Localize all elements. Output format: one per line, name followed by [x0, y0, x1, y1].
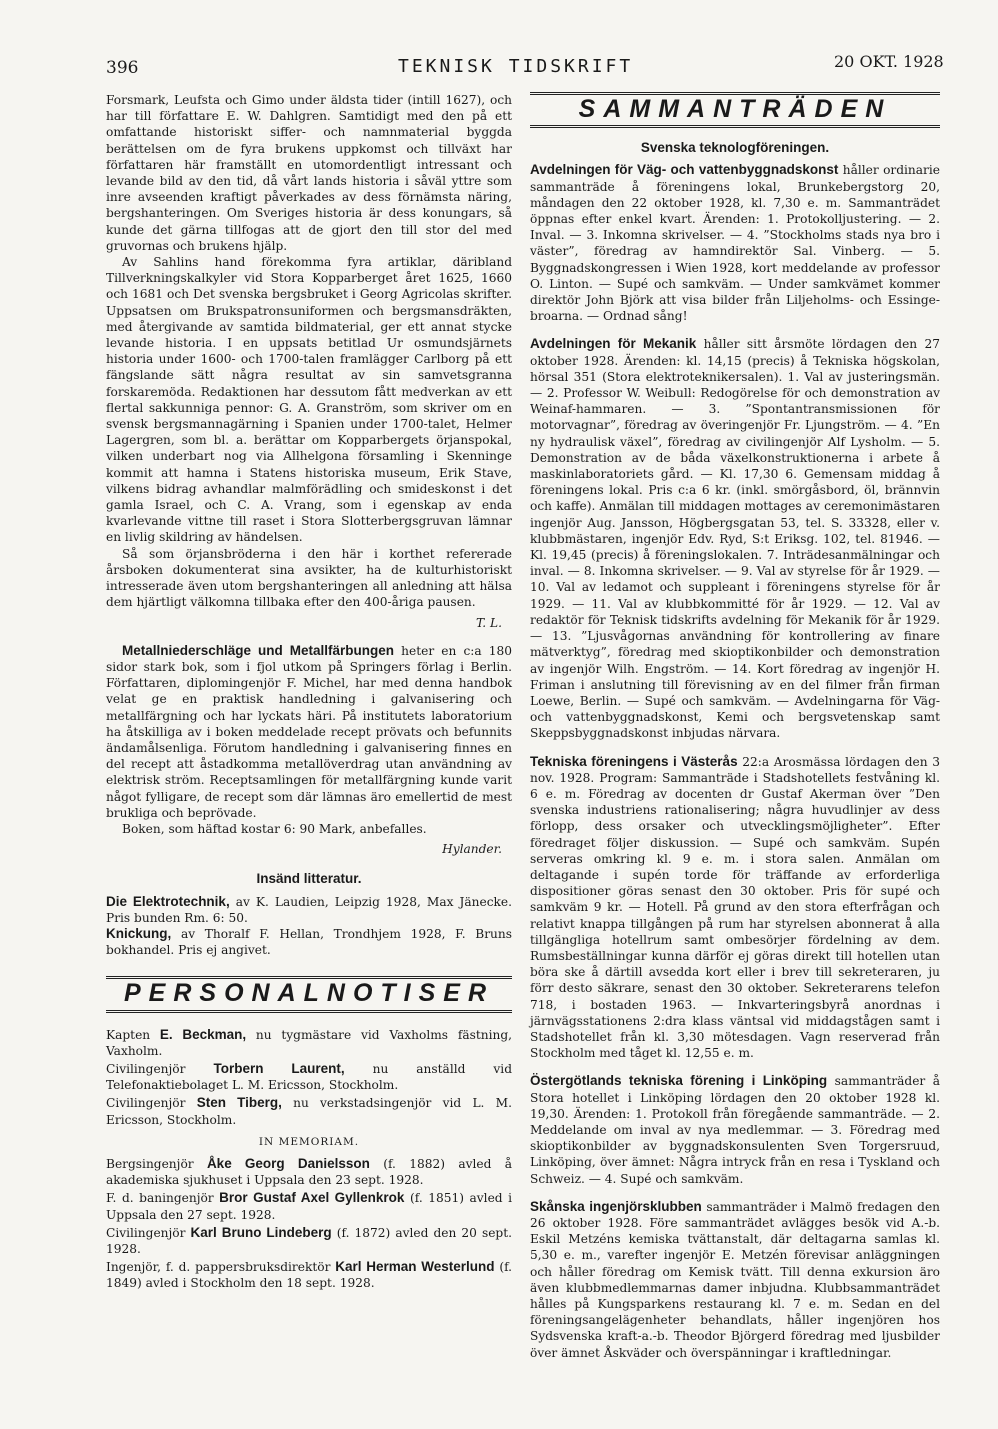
- meeting-notice: Skånska ingenjörsklubben sammanträder i Malmö fredagen den 26 oktober 1928. Före sammanträdet avlägges besök vid A.-b. Eskil Metzéns kemiska tvättanstalt, där deltagarna samlas kl. 5,30 e. m., varefter ingenjör E. Metzén förevisar anläggningen och håller föredrag om Kemisk tvätt. Till denna exkursion äro även klubbmedlemmarnas damer inbjudna. Klubbsammanträdet hålles på Kungsparkens restaurang kl. 7 e. m. Sedan en del föreningsangelägenheter behandlats, håller ingenjören hos Sydsvenska kraft-a.-b. Theodor Björgerd föredrag med ljusbilder över ämnet Åskväder och överspänningar i kraftledningar.: [530, 1198, 941, 1360]
- section-heading: Insänd litteratur.: [256, 871, 362, 887]
- meeting-notice: Avdelningen för Väg- och vattenbyggnadskonst håller ordinarie sammanträde å föreningens lokal, Brunkebergstorg 20, måndagen den 22 oktober 1928, kl. 7,30 e. m. Sammanträdet öppnas efter enkel kvart. Ärenden: 1. Protokolljustering. — 2. Inval. — 3. Inkomna skrivelser. — 4. ”Stockholms stads nya bro i väster”, föredrag av hamndirektör Sal. Vinberg. — 5. Byggnadskongressen i Wien 1928, kort meddelande av professor O. Linton. — Supé och samkväm. — Under samkvämet kommer direktör John Björk att visa bilder från Liljeholms- och Essinge-broarna. — Ordnad sång!: [530, 162, 940, 324]
- journal-title: TEKNISK TIDSKRIFT: [398, 56, 634, 77]
- review-title: Metallniederschläge und Metallfärbungen: [122, 642, 395, 658]
- meeting-notice: Tekniska föreningens i Västerås 22:a Arosmässa lördagen den 3 nov. 1928. Program: Sammanträde i Stadshotellets festvåning kl. 6 e. m. Föredrag av docenten dr Gustaf Akerman över ”Den svenska industriens rationalisering; några huvudlinjer av dess förlopp, dess orsaker och utvecklingsmöjligheter”. Efter föredraget följer diskussion. — Supé och samkväm. Supén serveras omkring kl. 9 e. m. i stora salen. Anmälan om deltagande i supén torde för träffande av erforderliga dispositioner göras senast den 30 oktober. Pris för supé och samkväm 9 kr. — Hotell. På grund av den stora efterfrågan och relativt knappa tillgången på rum har styrelsen abonnerat å alla tillgängliga hotellrum samt ombesörjer fördelning av dem. Rumsbeställningar kunna därför ej göras direkt till hotellen utan böra ske å därtill avsedda kort eller i brev till sekreteraren, ju förr desto säkrare, senast den 30 oktober. Sekreterarens telefon 718, i bostaden 1963. — Inkvarteringsbyrå anordnas i järnvägsstationens 2:dra klass väntsal vid middagstågen samt i Stadshotellet från kl. 3,30 mötesdagen. Vagn reserverad från Stockholm med tåget kl. 12,55 e. m.: [530, 753, 940, 1061]
- section-title: PERSONALNOTISER: [123, 979, 495, 1008]
- paragraph: Forsmark, Leufsta och Gimo under äldsta tider (intill 1627), och har till författare E. W. Dahlgren. Samtidigt med den på ett omfattande historiskt siffer- och namnmaterial byggda berättelsen om de fyra brukens uppkomst och tillväxt har författaren här framställt en utomordentligt intressant och levande bild av den tid, då vårt lands historia i såväl yttre som inre avseenden kraftigt påverkades av dess förnämsta näring, bergshanteringen. Om Sveriges historia är dess konungars, så kunde det gärna tillfogas att de gjort den till stor del med gruvornas och brukens hjälp.: [106, 93, 512, 253]
- book-review: Metallniederschläge und Metallfärbungen heter en c:a 180 sidor stark bok, som i fjol utkom på Springers förlag i Berlin. Författaren, diplomingenjör F. Michel, har med denna handbok velat ge en praktisk handledning i galvanisering och metallfärgning och har lyckats häri. På institutets laboratorium ha åtskilliga av i boken meddelade recept prövats och befunnits ändamålsenliga. Förutom handledning i galvanisering finnes en del recept att åstadkomma metallöverdrag utan användning av elektrisk ström. Receptsamlingen för metallfärgning kunde varit något fylligare, de recept som där lämnas äro emellertid de mest brukliga och beprövade.: [106, 642, 513, 820]
- subsection-heading: Svenska teknologföreningen.: [640, 140, 830, 156]
- signature: T. L.: [475, 615, 502, 630]
- obituary-item: Bergsingenjör Åke Georg Danielsson (f. 1882) avled å akademiska sjukhuset i Uppsala den 23 sept. 1928.: [106, 1155, 512, 1188]
- note-item: Civilingenjör Torbern Laurent, nu anställd vid Telefonaktiebolaget L. M. Ericsson, Stockholm.: [106, 1060, 512, 1093]
- obituary-item: F. d. baningenjör Bror Gustaf Axel Gyllenkrok (f. 1851) avled i Uppsala den 27 sept. 1928.: [106, 1190, 513, 1222]
- meeting-notice: Avdelningen för Mekanik håller sitt årsmöte lördagen den 27 oktober 1928. Ärenden: kl. 14,15 (precis) å Tekniska högskolan, hörsal 351 (Stora elektroteknikersalen). 1. Val av justeringsmän. — 2. Professor W. Weibull: Redogörelse för och demonstration av Weinaf-hammaren. — 3. ”Spontantransmissionen för motorvagnar”, föredrag av överingenjör Fr. Ljungström. — 4. ”En ny hydraulisk växel”, föredrag av civilingenjör Alf Lysholm. — 5. Demonstration av de båda växelkonstruktionerna i arbete å maskinlaboratoriets gård. — Kl. 17,30 6. Gemensam middag å föreningens lokal. Pris c:a 6 kr. (inkl. smörgåsbord, öl, brännvin och kaffe). Anmälan till middagen mottages av ceremonimästaren ingenjör Aug. Jansson, Högbergsgatan 53, tel. S. 33328, eller v. klubbmästaren, ingenjör Edv. Ryd, S:t Eriksg. 102, tel. 81946. — Kl. 19,45 (precis) å föreningslokalen. 7. Inträdesanmälningar och inval. — 8. Inkomna skrivelser. — 9. Val av styrelse för år 1929. — 10. Val av ledamot och suppleant i föreningens styrelse för år 1929. — 11. Val av klubbkommitté för år 1929. — 12. Val av redaktör för Teknisk tidskrifts avdelning för Mekanik för år 1929. — 13. ”Ljusvågornas användning för kontrollering av finare mätverktyg”, föredrag med skioptikonbilder och demonstration av ingenjör Wilh. Engström. — 14. Kort föredrag av ingenjör H. Friman i anslutning till förevisning av en del filmer från firman Loewe, Berlin. — Supé och samkväm. — Avdelningarna för Väg- och vattenbyggnadskonst, Kemi och bergsvetenskap samt Skeppsbyggnadskonst inbjudas närvara.: [530, 336, 941, 741]
- personal-notes: [106, 1027, 512, 1292]
- page-number: 396: [106, 58, 139, 78]
- right-column: [530, 92, 940, 1361]
- personalnotiser-banner: [106, 976, 512, 1012]
- paragraph: Boken, som häftad kostar 6: 90 Mark, anbefalles.: [122, 821, 427, 836]
- left-column: [106, 92, 512, 1294]
- paragraph: Av Sahlins hand förekomma fyra artiklar, däribland Tillverkningskalkyler vid Stora Kopparberget året 1625, 1660 och 1681 och Det svenska bergsbruket i Georg Agricolas skrifter. Uppsatsen om Brukspatronsuniformen och bergsmansdräkten, med återgivande av samtida bildmaterial, ger ett annat stycke levande historia. I en uppsats betitlad Ur osmundsjärnets historia under 1600- och 1700-talen framlägger Carlborg på ett fängslande sätt några resultat av sin samvetsgranna forskaremöda. Redaktionen har dessutom fått medverkan av ett flertal sakkunniga pennor: G. A. Granström, som skriver om en svensk bergsmannagärning i Spanien under 1700-talet, Helmer Lagergren, som bl. a. berättar om Kopparbergets örjanspokal, vilken underbart nog via Allhelgona församling i Skenninge kommit att hamna i Statens historiska museum, Erik Stave, vilkens bidrag avhandlar malmförädling och smideskonst i det gamla Israel, och C. A. Vrang, som i egenskap av enda kvarlevande vittne till raset i Stora Slotterbergsgruvan lämnar en livlig skildring av händelsen.: [106, 255, 512, 545]
- signature: Hylander.: [442, 842, 502, 857]
- in-memoriam-heading: IN MEMORIAM.: [258, 1135, 360, 1148]
- obituary-item: Ingenjör, f. d. pappersbruksdirektör Karl Herman Westerlund (f. 1849) avled i Stockholm den 18 sept. 1928.: [106, 1259, 513, 1291]
- obituary-item: Civilingenjör Karl Bruno Lindeberg (f. 1872) avled den 20 sept. 1928.: [106, 1224, 512, 1256]
- issue-date: 20 OKT. 1928: [834, 52, 944, 71]
- sammantraden-banner: [530, 92, 940, 128]
- page-header: [0, 52, 998, 82]
- note-item: Civilingenjör Sten Tiberg, nu verkstadsingenjör vid L. M. Ericsson, Stockholm.: [106, 1095, 513, 1127]
- note-item: Kapten E. Beckman, nu tygmästare vid Vaxholms fästning, Vaxholm.: [106, 1026, 513, 1058]
- meeting-notice: Östergötlands tekniska förening i Linköping sammanträder å Stora hotellet i Linköping lördagen den 20 oktober 1928 kl. 19,30. Ärenden: 1. Protokoll från föregående sammanträde. — 2. Meddelande om inval av nya medlemmar. — 3. Föredrag med skioptikonbilder av byggnadskonsulenten Sven Torgersruud, Linköping, över ämnet: Några intryck från en resa i Tyskland och Schweiz. — 4. Supé och samkväm.: [530, 1073, 940, 1186]
- paragraph: Så som örjansbröderna i den här i korthet refererade årsboken dokumenterat sina avsikter, ha de kulturhistoriskt intresserade även utom bergshanteringen all anledning att hälsa dem hjärtligt välkomna tillbaka efter den 400-åriga pausen.: [106, 546, 512, 610]
- literature-item: Die Elektrotechnik, av K. Laudien, Leipzig 1928, Max Jänecke. Pris bunden Rm. 6: 50.: [106, 893, 513, 925]
- literature-item: Knickung, av Thoralf F. Hellan, Trondhjem 1928, F. Bruns bokhandel. Pris ej angivet.: [106, 925, 512, 958]
- section-title: SAMMANTRÄDEN: [578, 95, 892, 123]
